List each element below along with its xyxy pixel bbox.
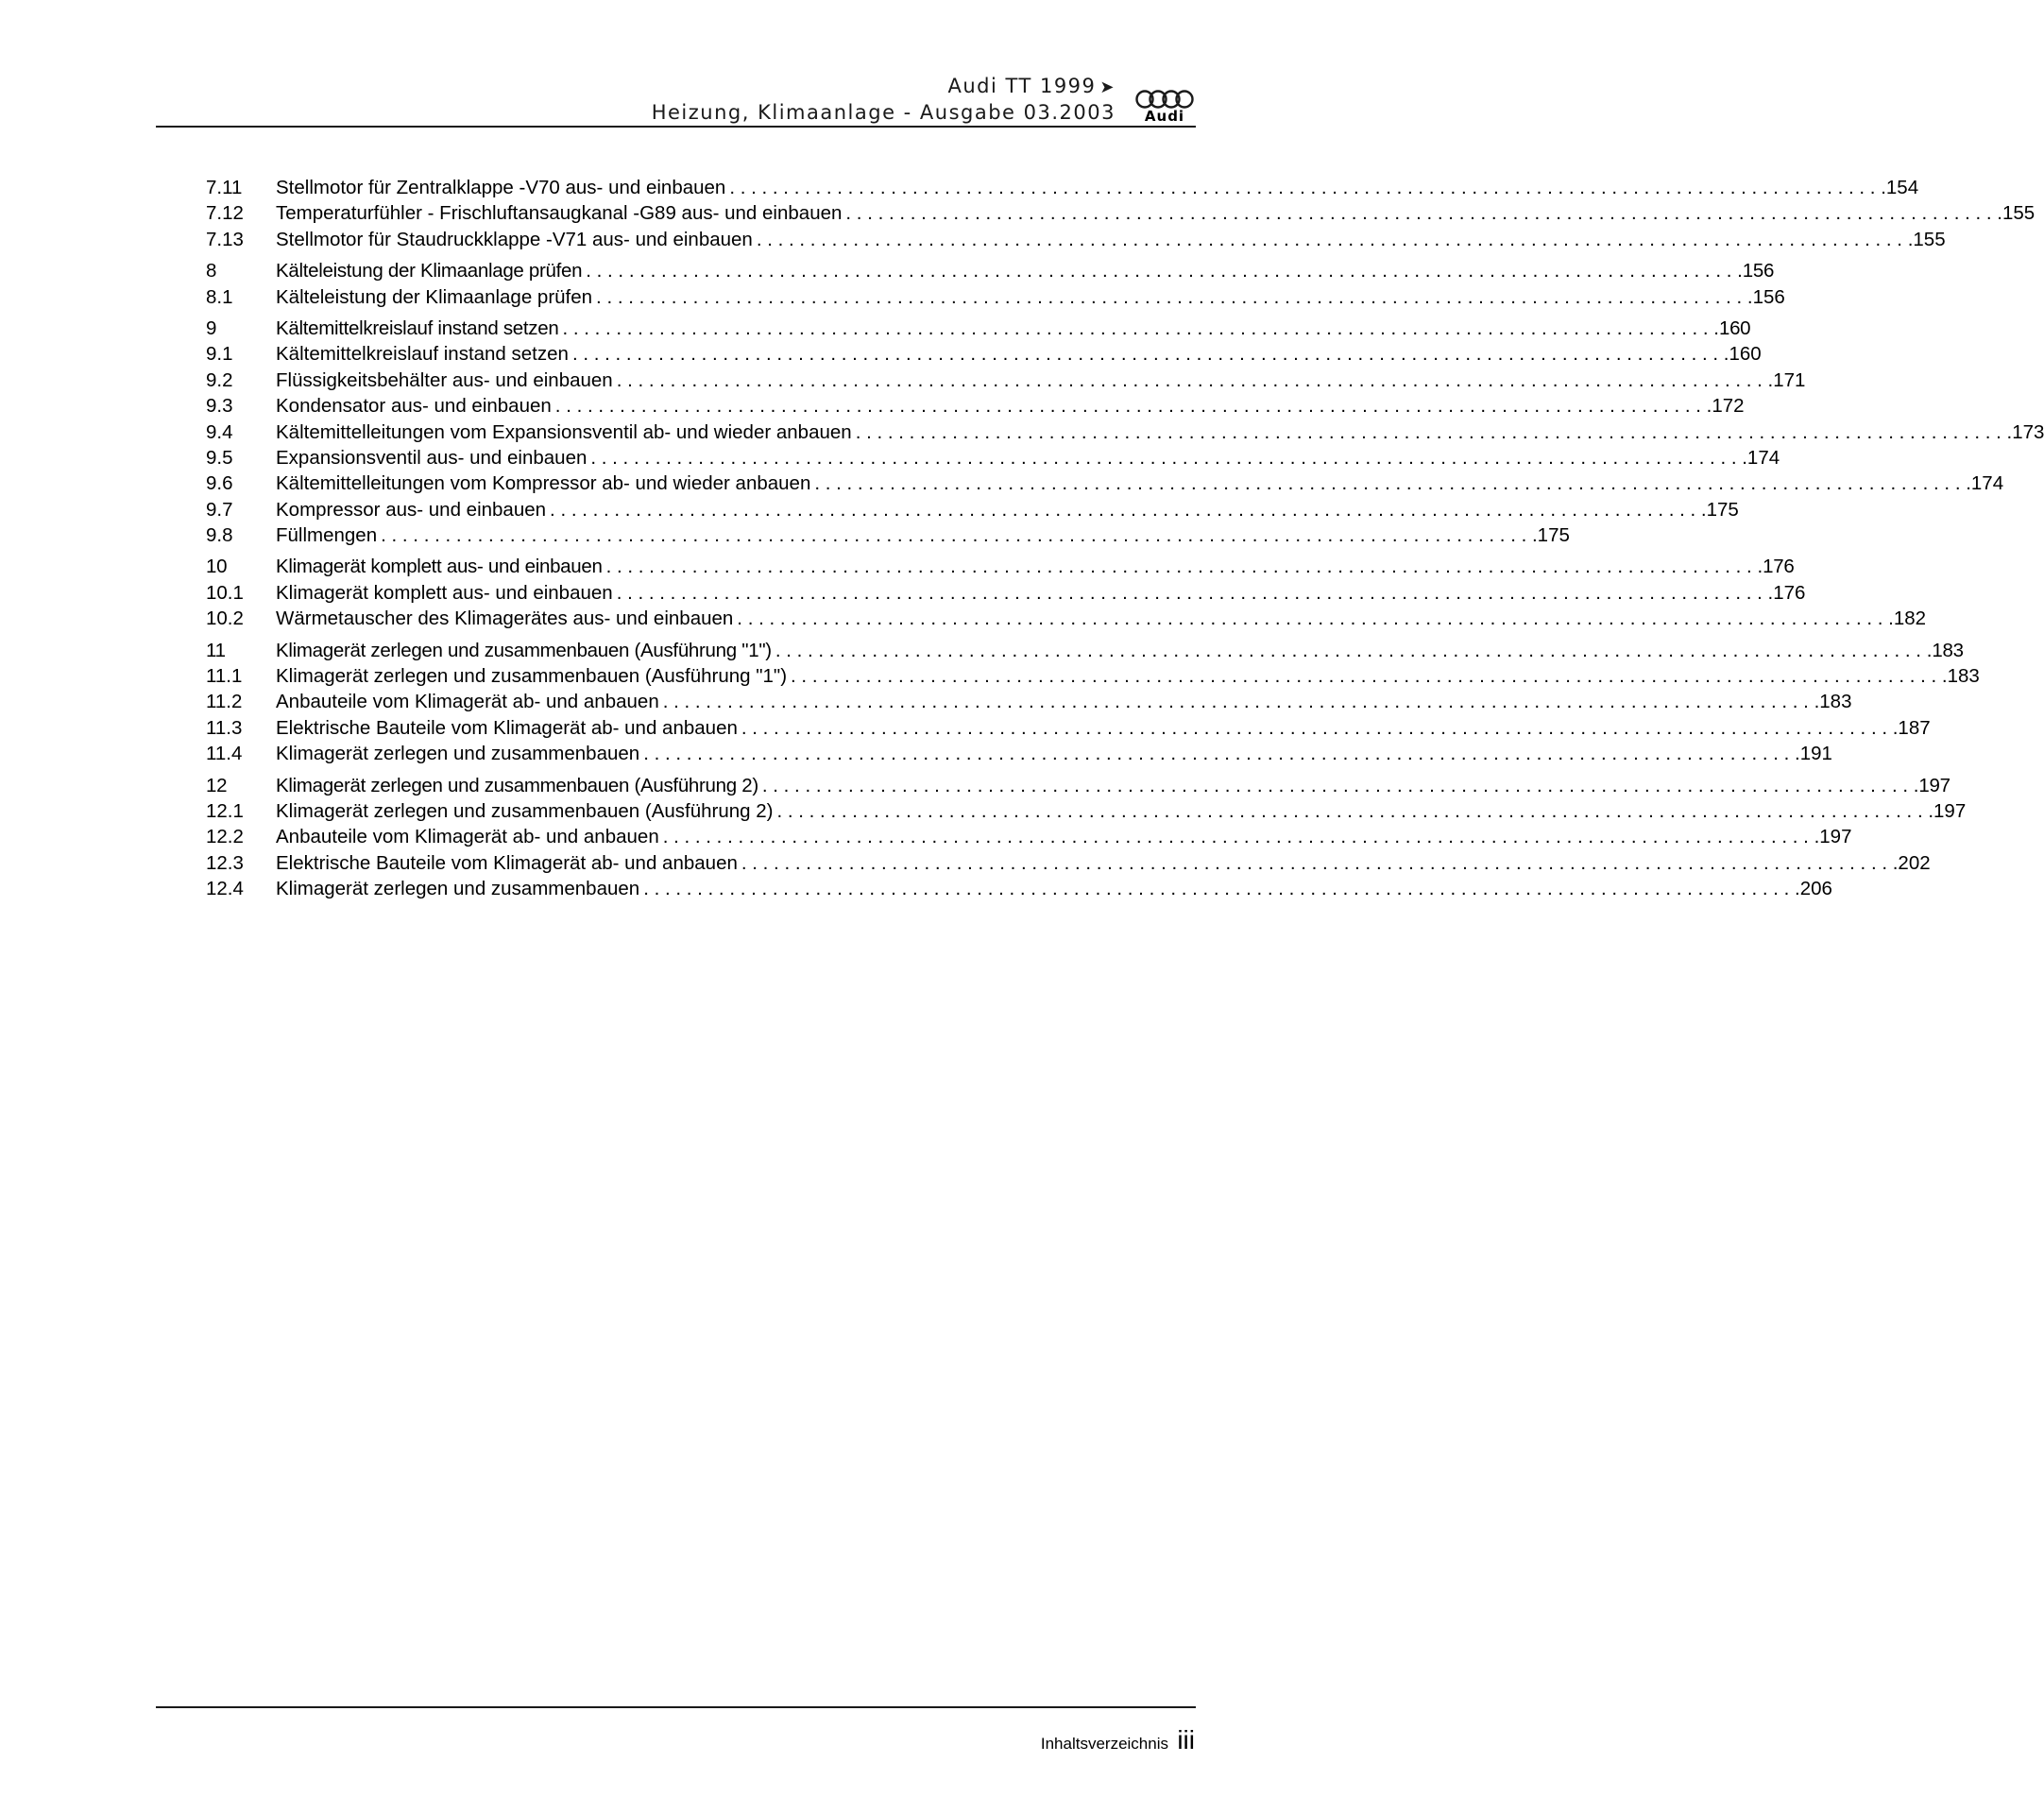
toc-entry-title: Kältemittelkreislauf instand setzen (276, 317, 559, 339)
toc-dot-leader (810, 471, 1971, 496)
toc-entry-title: Klimagerät zerlegen und zusammenbauen (Ausführung 2) (276, 774, 758, 796)
toc-dot-leader (552, 393, 1712, 419)
toc-entry[interactable] (206, 663, 1980, 689)
toc-dot-leader (639, 741, 1800, 766)
toc-chapter-entry[interactable] (206, 316, 1751, 341)
toc-entry-title: Kälteleistung der Klimaanlage prüfen (276, 260, 583, 282)
toc-dot-leader (787, 663, 1948, 689)
toc-entry-number: 9 (206, 317, 217, 339)
toc-entry[interactable] (206, 741, 1832, 766)
toc-chapter-entry[interactable] (206, 258, 1775, 283)
toc-entry-title: Klimagerät komplett aus- und einbauen (276, 556, 603, 578)
toc-entry-title: Anbauteile vom Klimagerät ab- und anbauen (276, 691, 659, 713)
audi-logo-text: Audi (1144, 108, 1185, 125)
toc-entry-page: 183 (1932, 639, 1964, 661)
toc-dot-leader (377, 522, 1538, 548)
arrow-icon: ➤ (1099, 77, 1116, 97)
footer-page-number: iii (1177, 1725, 1195, 1754)
toc-entry-title: Stellmotor für Zentralklappe -V70 aus- und einbauen (276, 177, 726, 198)
toc-dot-leader (738, 715, 1899, 741)
toc-entry[interactable] (206, 715, 1931, 741)
toc-entry-title: Klimagerät zerlegen und zusammenbauen (Ausführung 2) (276, 799, 774, 822)
toc-entry[interactable] (206, 445, 1780, 471)
toc-entry-number: 12 (206, 774, 228, 796)
toc-entry-number: 9.5 (206, 446, 233, 469)
toc-dot-leader (659, 689, 1820, 714)
toc-entry-title: Klimagerät komplett aus- und einbauen (276, 581, 613, 604)
toc-dot-leader (613, 580, 1774, 606)
toc-entry-title: Klimagerät zerlegen und zusammenbauen (Ausführung "1") (276, 639, 772, 661)
toc-entry-number: 7.12 (206, 202, 244, 225)
toc-entry-title: Wärmetauscher des Klimagerätes aus- und einbauen (276, 608, 734, 630)
toc-entry[interactable] (206, 798, 1967, 824)
toc-entry-page: 197 (1819, 826, 1852, 848)
toc-entry-title: Kältemittelleitungen vom Expansionsventil ab- und wieder anbauen (276, 420, 852, 443)
toc-entry-title: Kältemittelkreislauf instand setzen (276, 343, 569, 366)
toc-chapter-entry[interactable] (206, 773, 1950, 798)
toc-dot-leader (582, 258, 1743, 283)
toc-entry[interactable] (206, 419, 2044, 445)
toc-entry[interactable] (206, 606, 1927, 631)
toc-entry-page: 155 (2001, 202, 2035, 225)
toc-entry-title: Temperaturfühler - Frischluftansaugkanal -G89 aus- und einbauen (276, 202, 843, 225)
toc-dot-leader (733, 606, 1894, 631)
toc-entry[interactable] (206, 471, 2004, 496)
toc-entry-number: 7.13 (206, 228, 244, 250)
toc-entry-number: 11.3 (206, 716, 243, 739)
toc-entry-page: 172 (1712, 395, 1745, 418)
toc-entry-page: 197 (1933, 799, 1967, 822)
toc-entry-title: Klimagerät zerlegen und zusammenbauen (276, 743, 640, 765)
toc-entry-page: 176 (1773, 581, 1806, 604)
toc-entry-number: 11 (206, 639, 226, 661)
toc-entry-page: 187 (1898, 716, 1931, 739)
toc-entry-title: Elektrische Bauteile vom Klimagerät ab- und anbauen (276, 851, 738, 874)
toc-dot-leader (738, 850, 1899, 876)
toc-dot-leader (842, 200, 2002, 226)
toc-entry-number: 11.4 (206, 743, 243, 765)
toc-entry-number: 10 (206, 556, 228, 578)
toc-entry-page: 156 (1752, 285, 1785, 308)
toc-entry-number: 9.7 (206, 498, 233, 521)
toc-entry-number: 10.1 (206, 581, 244, 604)
toc-dot-leader (772, 638, 1933, 663)
toc-entry[interactable] (206, 341, 1762, 367)
toc-entry[interactable] (206, 175, 1919, 200)
toc-entry-title: Stellmotor für Staudruckklappe -V71 aus- und einbauen (276, 228, 753, 250)
toc-entry[interactable] (206, 368, 1806, 393)
toc-dot-leader (753, 227, 1914, 252)
toc-dot-leader (558, 316, 1719, 341)
toc-entry-title: Klimagerät zerlegen und zusammenbauen (Ausführung "1") (276, 665, 788, 688)
toc-entry[interactable] (206, 200, 2035, 226)
toc-entry-page: 183 (1819, 691, 1852, 713)
toc-entry-page: 175 (1706, 498, 1739, 521)
toc-entry-page: 171 (1773, 368, 1806, 391)
toc-entry-title: Klimagerät zerlegen und zusammenbauen (276, 878, 640, 900)
toc-entry-page: 174 (1746, 446, 1780, 469)
toc-entry[interactable] (206, 393, 1745, 419)
toc-entry-number: 8 (206, 260, 217, 282)
toc-entry-page: 206 (1799, 878, 1832, 900)
toc-dot-leader (587, 445, 1747, 471)
toc-chapter-entry[interactable] (206, 638, 1964, 663)
toc-dot-leader (569, 341, 1729, 367)
toc-dot-leader (613, 368, 1774, 393)
toc-entry-page: 160 (1718, 317, 1751, 339)
toc-entry[interactable] (206, 580, 1806, 606)
toc-entry[interactable] (206, 689, 1852, 714)
toc-entry-title: Füllmengen (276, 524, 378, 547)
toc-entry-page: 160 (1729, 343, 1762, 366)
toc-entry-number: 11.2 (206, 691, 243, 713)
header-divider (156, 126, 1196, 128)
toc-entry-title: Kälteleistung der Klimaanlage prüfen (276, 285, 593, 308)
toc-entry-page: 155 (1913, 228, 1946, 250)
toc-entry-page: 202 (1898, 851, 1931, 874)
toc-entry-number: 9.1 (206, 343, 233, 366)
toc-entry[interactable] (206, 227, 1946, 252)
toc-entry[interactable] (206, 522, 1570, 548)
toc-dot-leader (758, 773, 1919, 798)
header-title (947, 75, 1116, 97)
toc-dot-leader (603, 554, 1763, 579)
footer-section-label: Inhaltsverzeichnis (1040, 1735, 1168, 1753)
table-of-contents (206, 175, 2044, 902)
toc-entry-number: 12.3 (206, 851, 244, 874)
toc-dot-leader (773, 798, 1933, 824)
toc-entry-page: 191 (1799, 743, 1832, 765)
toc-entry-page: 173 (2012, 420, 2044, 443)
toc-entry-number: 11.1 (206, 665, 243, 688)
toc-entry-page: 154 (1885, 177, 1919, 198)
toc-entry-title: Anbauteile vom Klimagerät ab- und anbauen (276, 826, 659, 848)
toc-dot-leader (725, 175, 1886, 200)
toc-entry-number: 9.3 (206, 395, 233, 418)
toc-entry-title: Elektrische Bauteile vom Klimagerät ab- und anbauen (276, 716, 738, 739)
toc-entry-title: Kältemittelleitungen vom Kompressor ab- und wieder anbauen (276, 472, 811, 495)
toc-entry-title: Kondensator aus- und einbauen (276, 395, 552, 418)
toc-entry[interactable] (206, 497, 1739, 522)
toc-entry-page: 175 (1537, 524, 1570, 547)
toc-entry-page: 174 (1970, 472, 2004, 495)
toc-entry[interactable] (206, 876, 1832, 901)
toc-dot-leader (592, 284, 1753, 310)
toc-entry-number: 9.8 (206, 524, 233, 547)
toc-entry-number: 12.4 (206, 878, 244, 900)
toc-dot-leader (659, 824, 1820, 849)
toc-dot-leader (546, 497, 1707, 522)
toc-entry-page: 176 (1763, 556, 1795, 578)
toc-entry-title: Expansionsventil aus- und einbauen (276, 446, 588, 469)
toc-entry-number: 12.1 (206, 799, 244, 822)
toc-entry-page: 156 (1742, 260, 1775, 282)
toc-dot-leader (639, 876, 1800, 901)
toc-entry-number: 8.1 (206, 285, 233, 308)
header-title-text: Audi TT 1999 (947, 75, 1097, 97)
toc-entry-title: Kompressor aus- und einbauen (276, 498, 547, 521)
toc-entry[interactable] (206, 824, 1852, 849)
header-subtitle: Heizung, Klimaanlage - Ausgabe 03.2003 (651, 101, 1116, 124)
toc-entry-number: 12.2 (206, 826, 244, 848)
toc-entry-number: 9.6 (206, 472, 233, 495)
toc-entry[interactable] (206, 284, 1785, 310)
toc-entry-page: 197 (1918, 774, 1950, 796)
toc-entry-number: 9.4 (206, 420, 233, 443)
toc-entry-number: 7.11 (206, 177, 243, 198)
toc-dot-leader (852, 419, 2013, 445)
toc-entry[interactable] (206, 850, 1931, 876)
toc-entry-number: 9.2 (206, 368, 233, 391)
toc-entry-page: 183 (1947, 665, 1980, 688)
toc-entry-number: 10.2 (206, 608, 244, 630)
footer-divider (156, 1706, 1196, 1708)
toc-chapter-entry[interactable] (206, 554, 1795, 579)
toc-entry-title: Flüssigkeitsbehälter aus- und einbauen (276, 368, 613, 391)
toc-entry-page: 182 (1893, 608, 1927, 630)
